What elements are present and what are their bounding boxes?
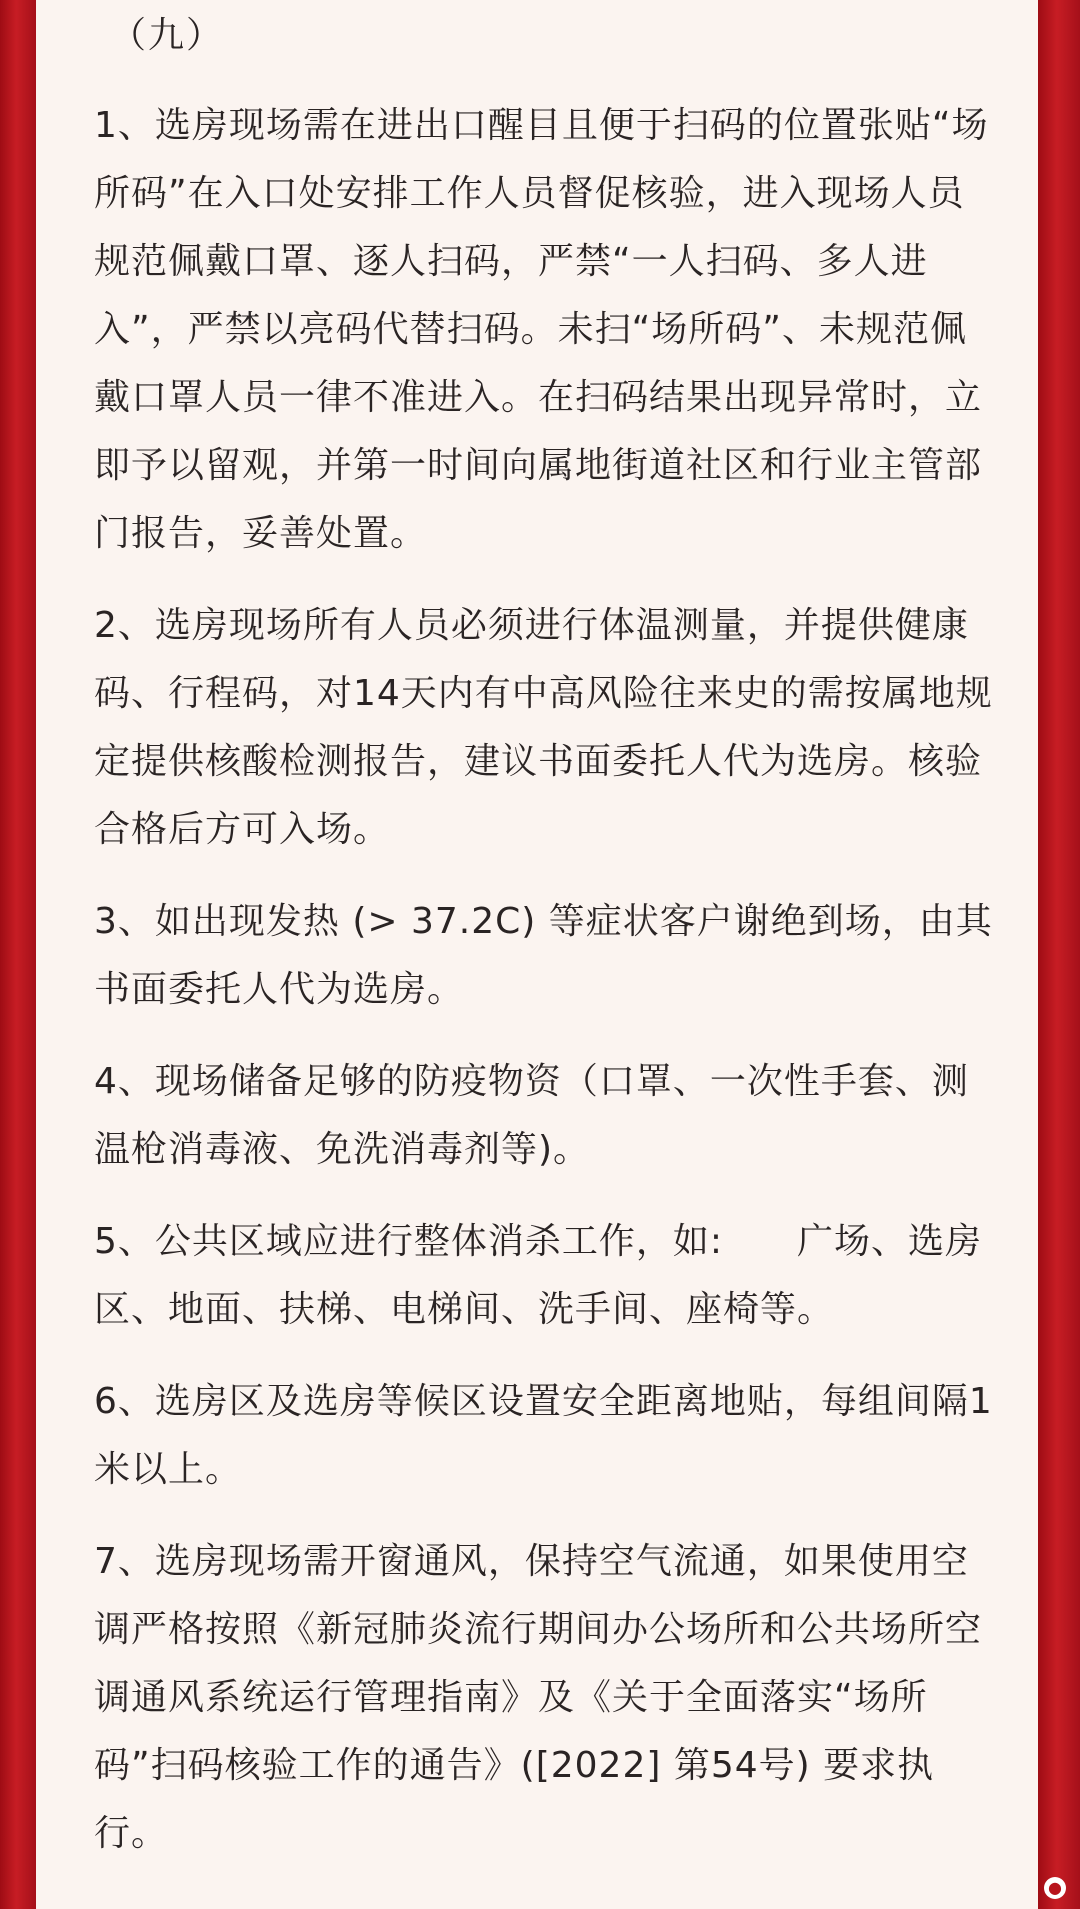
paragraph-3: 3、如出现发热 (> 37.2C) 等症状客户谢绝到场，由其书面委托人代为选房。 [94,901,993,1010]
paragraph-1: 1、选房现场需在进出口醒目且便于扫码的位置张贴“场所码”在入口处安排工作人员督促核验，进入现场人员规范佩戴口罩、逐人扫码，严禁“一人扫码、多人进入”，严禁以亮码代替扫码。未扫“场所码”、未规范佩戴口罩人员一律不准进入。在扫码结果出现异常时，立即予以留观，并第一时间向属地街道社区和行业主管部门报告，妥善处置。 [94,105,989,554]
right-red-border [1038,0,1080,1909]
document-panel [36,0,1038,1909]
paragraph-6: 6、选房区及选房等候区设置安全距离地贴，每组间隔1米以上。 [94,1381,993,1490]
paragraph-4: 4、现场储备足够的防疫物资（口罩、一次性手套、测温枪消毒液、免洗消毒剂等)。 [94,1061,969,1170]
paragraph-5: 5、公共区域应进行整体消杀工作，如: 广场、选房区、地面、扶梯、电梯间、洗手间、座椅等。 [94,1221,983,1330]
left-red-border [0,0,36,1909]
paragraph-7: 7、选房现场需开窗通风，保持空气流通，如果使用空调严格按照《新冠肺炎流行期间办公场所和公共场所空调通风系统运行管理指南》及《关于全面落实“场所码”扫码核验工作的通告》([2022] 第54号) 要求执行。 [94,1541,983,1854]
watermark [1044,1877,1066,1899]
paragraph-2: 2、选房现场所有人员必须进行体温测量，并提供健康码、行程码，对14天内有中高风险往来史的需按属地规定提供核酸检测报告，建议书面委托人代为选房。核验合格后方可入场。 [94,605,993,850]
speech-bubble-icon: ● [1044,1877,1066,1899]
section-heading: （九） [110,15,225,56]
